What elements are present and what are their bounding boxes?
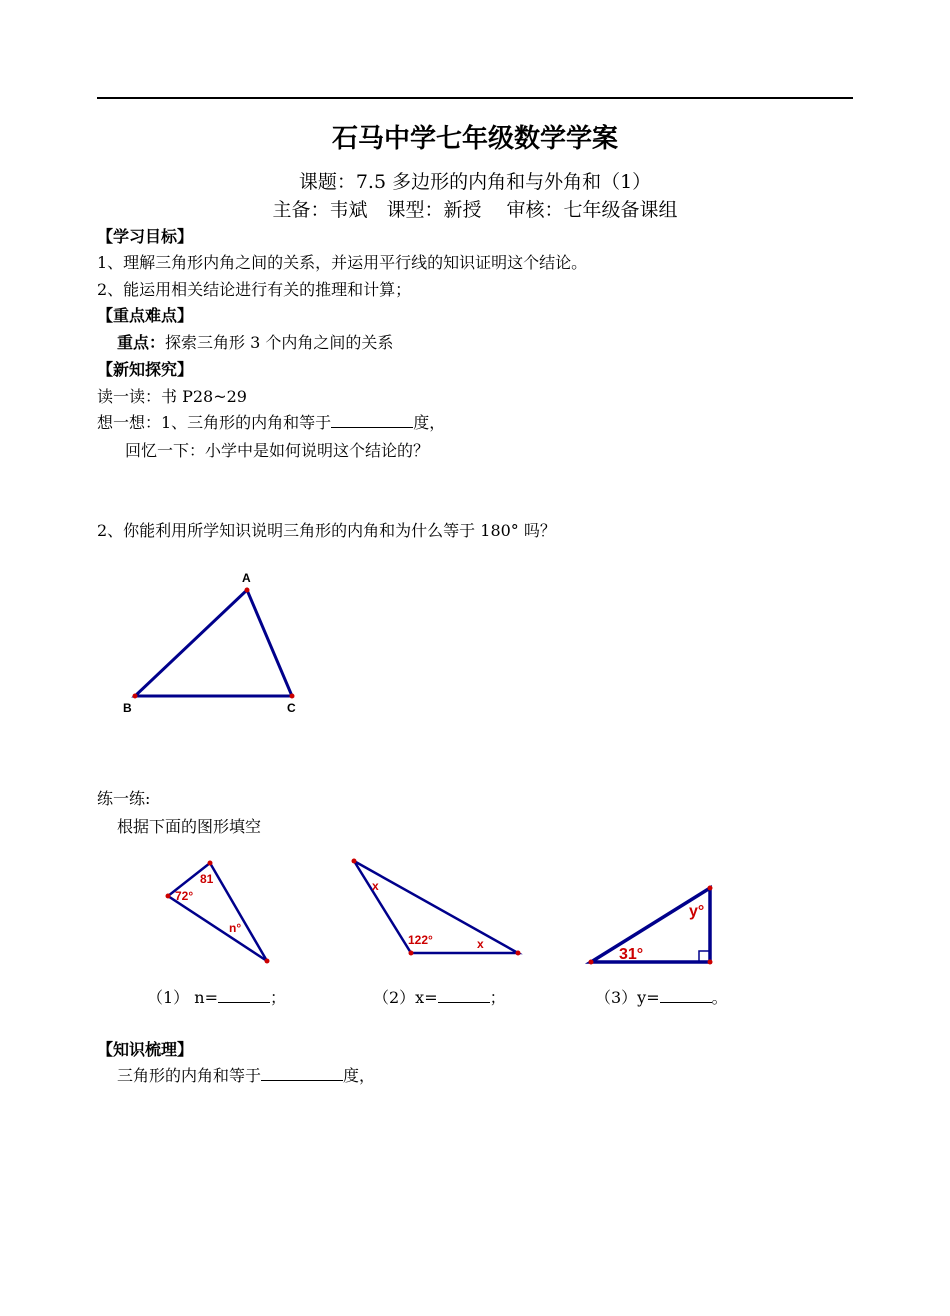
- practice-heading: 练一练:: [97, 789, 151, 808]
- keypoints-text: 探索三角形 3 个内角之间的关系: [165, 333, 394, 352]
- summary-heading: 【知识梳理】: [97, 1040, 194, 1059]
- answer-blank[interactable]: [331, 413, 413, 428]
- figure-2-triangle: [354, 861, 518, 953]
- figure-2-angle-122: 122°: [408, 933, 433, 947]
- objectives-heading: 【学习目标】: [97, 227, 194, 246]
- figure-2-point: [516, 951, 521, 956]
- practice-figure-2: [345, 852, 530, 964]
- figure-3-triangle: [591, 888, 710, 962]
- vertex-c-point: [290, 694, 295, 699]
- summary-suffix: 度，: [343, 1066, 376, 1085]
- keypoints-label: 重点：: [117, 333, 166, 352]
- triangle-abc: [135, 590, 292, 696]
- summary-prefix: 三角形的内角和等于: [117, 1066, 262, 1085]
- keypoints-heading: 【重点难点】: [97, 306, 194, 325]
- explore-heading: 【新知探究】: [97, 360, 194, 379]
- answer-2-suffix: ；: [489, 988, 506, 1007]
- figure-3-point: [708, 960, 713, 965]
- read-line: 读一读：书 P28~29: [97, 387, 247, 406]
- summary-line: [117, 1063, 375, 1086]
- vertex-a-label: A: [242, 571, 251, 585]
- answer-1: [147, 985, 286, 1008]
- answer-1-suffix: ；: [269, 988, 286, 1007]
- vertex-a-point: [245, 588, 250, 593]
- practice-figure-1: [160, 855, 280, 970]
- objective-item-1: 1、理解三角形内角之间的关系，并运用平行线的知识证明这个结论。: [97, 253, 588, 272]
- figure-1-angle-72: 72°: [175, 889, 194, 903]
- think-suffix: 度，: [413, 413, 446, 432]
- vertex-b-label: B: [123, 701, 132, 715]
- practice-instruction: 根据下面的图形填空: [117, 817, 262, 836]
- figure-1-triangle: [168, 863, 267, 961]
- figure-1-point: [166, 894, 171, 899]
- lesson-info: 主备：韦斌 课型：新授 审核：七年级备课组: [272, 199, 678, 221]
- practice-figure-3: [582, 880, 722, 970]
- figure-1-angle-81: 81: [200, 872, 214, 886]
- header-rule: [97, 97, 853, 99]
- answer-2: [373, 985, 506, 1008]
- figure-1-angle-n: n°: [229, 921, 242, 935]
- figure-2-point: [352, 859, 357, 864]
- summary-blank[interactable]: [261, 1066, 343, 1081]
- figure-2-point: [409, 951, 414, 956]
- question-2: 2、你能利用所学知识说明三角形的内角和为什么等于 180° 吗？: [97, 521, 556, 540]
- vertex-c-label: C: [287, 701, 296, 715]
- figure-3-angle-31: 31°: [619, 946, 644, 963]
- answer-3-blank[interactable]: [660, 988, 712, 1003]
- figure-3-angle-y: y°: [689, 903, 705, 920]
- objective-item-2: 2、能运用相关结论进行有关的推理和计算；: [97, 280, 412, 299]
- keypoints-line: [117, 330, 393, 353]
- answer-1-blank[interactable]: [218, 988, 270, 1003]
- figure-2-angle-x-top: x: [372, 879, 379, 893]
- answer-3: [595, 985, 728, 1008]
- answer-3-prefix: （3）y=: [595, 988, 660, 1007]
- figure-1-point: [265, 959, 270, 964]
- recall-line: 回忆一下：小学中是如何说明这个结论的？: [125, 441, 430, 460]
- answer-3-suffix: 。: [711, 988, 728, 1007]
- vertex-b-point: [133, 694, 138, 699]
- page-title: 石马中学七年级数学学案: [331, 124, 618, 154]
- answer-1-prefix: （1） n=: [147, 988, 218, 1007]
- answer-2-blank[interactable]: [438, 988, 490, 1003]
- triangle-abc-figure: [110, 566, 320, 718]
- answer-2-prefix: （2）x=: [373, 988, 438, 1007]
- think-prefix: 想一想：1、三角形的内角和等于: [97, 413, 332, 432]
- figure-1-point: [208, 861, 213, 866]
- figure-3-point: [708, 886, 713, 891]
- figure-2-angle-x-right: x: [477, 937, 484, 951]
- figure-3-point: [589, 960, 594, 965]
- lesson-topic: 课题：7.5 多边形的内角和与外角和（1）: [298, 171, 652, 193]
- think-line: [97, 410, 445, 433]
